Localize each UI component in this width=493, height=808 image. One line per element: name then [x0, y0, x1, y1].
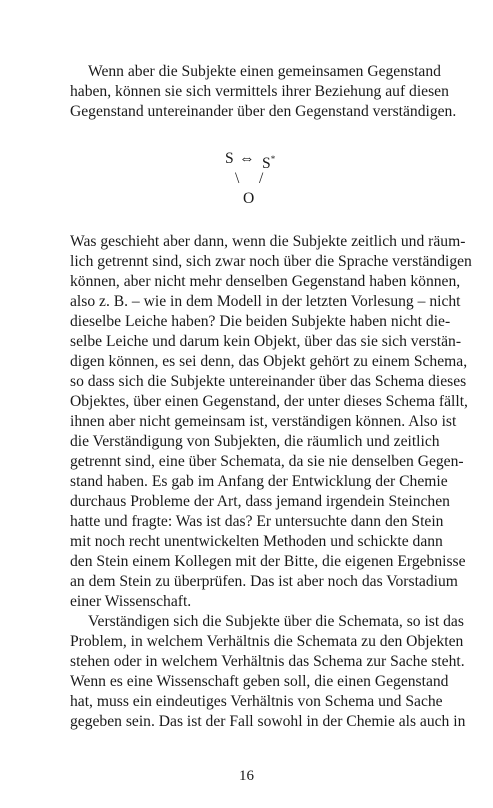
text-line: stand haben. Es gab im Anfang der Entwicklung der Chemie: [70, 473, 448, 490]
text-line: Objektes, über einen Gegenstand, der unter dieses Schema fällt,: [70, 393, 468, 410]
text-line: den Stein einem Kollegen mit der Bitte, die eigenen Ergebnisse: [70, 553, 466, 570]
text-line: haben, können sie sich vermittels ihrer Beziehung auf diesen: [70, 83, 449, 100]
text-line: an dem Stein zu überprüfen. Das ist aber noch das Vorstadium: [70, 573, 458, 590]
text-line: Wenn es eine Wissenschaft geben soll, die einen Gegenstand: [70, 673, 449, 690]
schema-subject-right: S*: [262, 154, 276, 172]
text-line: gegeben sein. Das ist der Fall sowohl in der Chemie als auch in: [70, 713, 466, 730]
text-line: Gegenstand untereinander über den Gegenstand verständigen.: [70, 103, 457, 120]
page-number: 16: [239, 768, 254, 784]
text-line: lich getrennt sind, sich zwar noch über die Sprache verständigen: [70, 253, 472, 270]
text-line: hatte und fragte: Was ist das? Er untersuchte dann den Stein: [70, 513, 444, 530]
text-line: digen können, es sei denn, das Objekt gehört zu einem Schema,: [70, 353, 468, 370]
text-line: Was geschieht aber dann, wenn die Subjekte zeitlich und räum-: [70, 233, 466, 250]
text-line: ihnen aber nicht gemeinsam ist, verständigen können. Also ist: [70, 413, 457, 430]
text-line: durchaus Probleme der Art, dass jemand irgendein Steinchen: [70, 493, 450, 510]
text-line: hat, muss ein eindeutiges Verhältnis von Schema und Sache: [70, 693, 443, 710]
schema-slash-left: \: [235, 170, 240, 187]
text-line: stehen oder in welchem Verhältnis das Schema zur Sache steht.: [70, 653, 465, 670]
text-line: getrennt sind, eine über Schemata, da sie nie denselben Gegen-: [70, 453, 464, 470]
schema-object: O: [243, 190, 255, 207]
text-line: so dass sich die Subjekte untereinander über das Schema dieses: [70, 373, 467, 390]
text-line: mit noch recht unentwickelten Methoden und schickte dann: [70, 533, 443, 550]
text-line: Problem, in welchem Verhältnis die Schemata zu den Objekten: [70, 633, 464, 650]
schema-double-arrow: ⇔: [239, 150, 255, 167]
text-line: können, aber nicht mehr denselben Gegenstand haben können,: [70, 273, 461, 290]
text-line: dieselbe Leiche haben? Die beiden Subjekte haben nicht die-: [70, 313, 451, 330]
schema-slash-right: /: [259, 170, 264, 187]
text-line: Wenn aber die Subjekte einen gemeinsamen Gegenstand: [88, 63, 441, 80]
text-line: die Verständigung von Subjekten, die räumlich und zeitlich: [70, 433, 440, 450]
text-line: Verständigen sich die Subjekte über die Schemata, so ist das: [88, 613, 464, 630]
text-line: also z. B. – wie in dem Modell in der letzten Vorlesung – nicht: [70, 293, 461, 310]
text-line: einer Wissenschaft.: [70, 593, 192, 610]
schema-subject-left: S: [225, 150, 234, 167]
text-line: selbe Leiche und darum kein Objekt, über das sie sich verstän-: [70, 333, 462, 350]
